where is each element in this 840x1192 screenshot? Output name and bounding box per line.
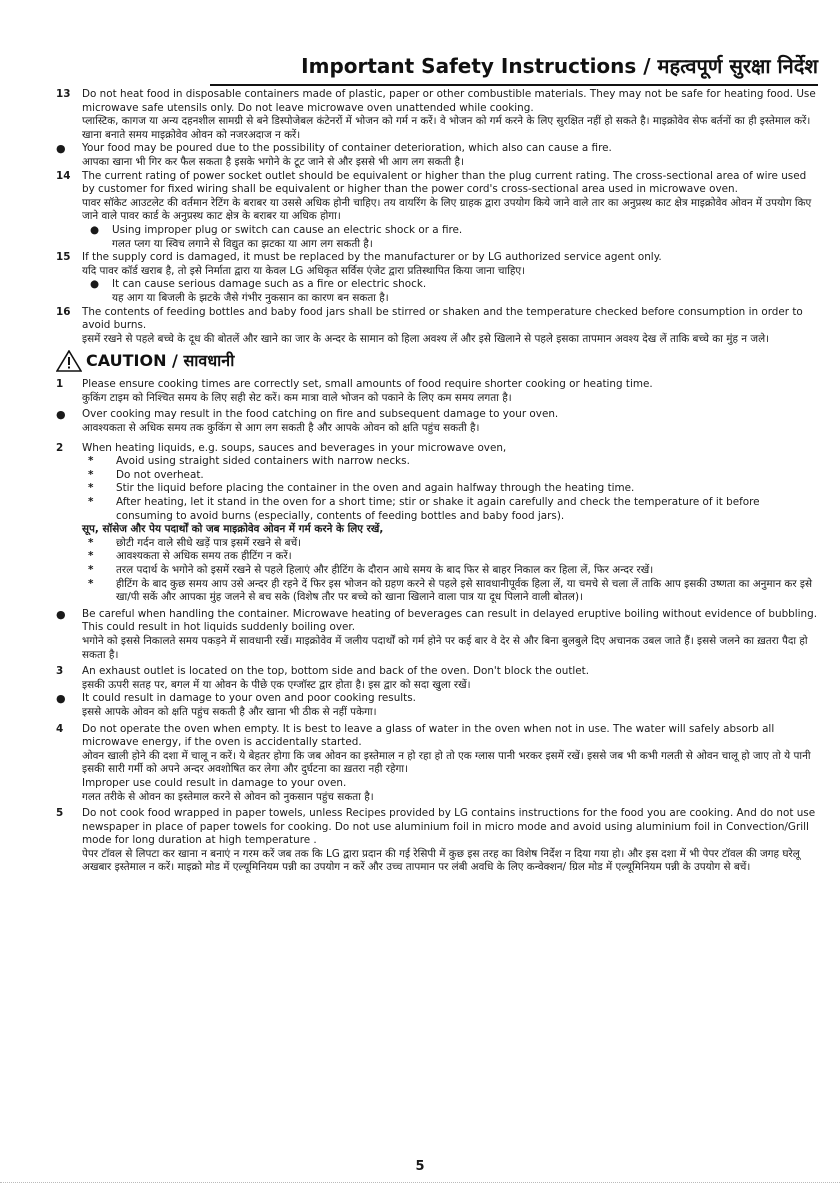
item-number: 13: [56, 88, 71, 100]
item-number: 1: [56, 378, 64, 391]
item-number: 14: [56, 169, 71, 182]
liquid-tip: * Stir the liquid before placing the container in the oven and again halfway through the heating time.: [88, 482, 635, 495]
item-number: 2: [56, 441, 64, 454]
sub-note-en: Using improper plug or switch can cause an electric shock or a fire.: [112, 223, 463, 236]
caution-text-hi: पेपर टॉवल से लिपटा कर खाना न बनाएं न गरम करें जब तक कि LG द्वारा प्रदान की गई रेसिपी में कुछ इस तरह का विशेष निर्देश न दिया गया हो। और इस दशा में भी पेपर टॉवल की जगह घरेलू अखबार इस्तेमाल न करें। माइक्रो मोड में एल्यूमिनियम पन्नी का उपयोग न करें और उच्च तापमान पर लंबी अवधि के लिए कन्वेक्शन/ ग्रिल मोड में एल्यूमिनियम पन्नी के उपयोग से बचें।: [82, 847, 800, 874]
note-text-en: Over cooking may result in the food catching on fire and subsequent damage to your oven.: [82, 408, 559, 421]
sub-note-hi: गलत प्लग या स्विच लगाने से विद्युत का झटका या आग लग सकती है।: [112, 237, 373, 250]
note-text-hi: आपका खाना भी गिर कर फैल सकता है इसके भगोने के टूट जाने से और इससे भी आग लग सकती है।: [82, 155, 464, 168]
caution-1: [56, 378, 818, 405]
item-number: 16: [56, 305, 71, 318]
caution-text-en: When heating liquids, e.g. soups, sauces and beverages in your microwave oven,: [82, 441, 507, 454]
caution-text-en-2: Improper use could result in damage to your oven.: [82, 776, 347, 789]
note-text-en: Your food may be poured due to the possibility of container deterioration, which also can cause a fire.: [82, 142, 612, 155]
liquid-tip: * Avoid using straight sided containers with narrow necks.: [88, 455, 410, 468]
instruction-text-hi: पावर सॉकेट आउटलेट की वर्तमान रेटिंग के बराबर या उससे अधिक होनी चाहिए। तय वायरिंग के लिए ग्राहक द्वारा उपयोग किये जाने वाले तार का अनुप्रस्थ काट क्षेत्र माइक्रोवेव ओवन में उपयोग किए जाने वाले पावर कार्ड के अनुप्रस्थ काट क्षेत्र के बराबर या अधिक होगा।: [82, 196, 812, 223]
note-text-hi: भगोने को इससे निकालते समय पकड़ने में सावधानी रखें। माइक्रोवेव में जलीय पदार्थों को गर्म होने पर कई बार वे देर से और बिना बुलबुले दिए अचानक उबल जाते हैं। इससे जलने का ख़तरा पैदा हो सकता है।: [82, 634, 808, 661]
caution-3-note: [56, 692, 818, 719]
instruction-14: [56, 170, 818, 252]
asterisk-icon: *: [88, 455, 94, 468]
liquid-tip-hi: * तरल पदार्थ के भगोने को इसमें रखने से पहले हिलाएं और हीटिंग के दौरान आधे समय के बाद फिर से बाहर निकाल कर हिला लें, फिर अन्दर रखें।: [88, 564, 654, 576]
instruction-text-hi: इसमें रखने से पहले बच्चे के दूध की बोतलें और खाने का जार के अन्दर के सामान को हिला अवश्य लें और इसे खिलाने से पहले इसका तापमान अवश्य देख लें ताकि बच्चे का मुंह न जले।: [82, 332, 770, 345]
caution-text-hi: इसकी ऊपरी सतह पर, बगल में या ओवन के पीछे एक एग्जॉस्ट द्वार होता है। इस द्वार को सदा खुला रखें।: [82, 678, 471, 691]
page-number: 5: [415, 1159, 425, 1174]
asterisk-icon: *: [88, 564, 94, 576]
asterisk-icon: *: [88, 550, 94, 563]
note-text-hi: आवश्यकता से अधिक समय तक कुकिंग से आग लग सकती है और आपके ओवन को क्षति पहुंच सकती है।: [82, 422, 480, 435]
caution-text-hi-2: गलत तरीके से ओवन का इस्तेमाल करने से ओवन को नुकसान पहुंच सकता है।: [82, 790, 374, 803]
bullet-icon: ●: [90, 223, 100, 236]
instructions-body: [56, 88, 818, 875]
caution-text-hi: ओवन खाली होने की दशा में चालू न करें। ये बेहतर होगा कि जब ओवन का इस्तेमाल न हो रहा हो तो एक ग्लास पानी भरकर इसमें रखें। इससे जब भी कभी गलती से ओवन चालू हो जाए तो ये पानी इसकी सारी गर्मी को अपने अन्दर अवशोषित कर लेगा और दुर्घटना का ख़तरा नही रहेगा।: [82, 749, 811, 776]
warning-triangle-icon: [56, 350, 82, 372]
sub-note-en: It can cause serious damage such as a fire or electric shock.: [112, 278, 427, 291]
bullet-icon: ●: [56, 692, 66, 706]
note-text-en: Be careful when handling the container. Microwave heating of beverages can result in delayed eruptive boiling without evidence of bubbling. This could result in hot liquids suddenly boiling over.: [82, 607, 818, 634]
caution-3: [56, 665, 818, 692]
page-title: Important Safety Instructions / महत्वपूर्ण सुरक्षा निर्देश: [301, 54, 818, 78]
caution-text-en: Do not cook food wrapped in paper towels, unless Recipes provided by LG contains instructions for the food you are cooking. And do not use newspaper in place of paper towels for cooking. Do not use aluminium foil in micro mode and avoid using aluminium foil in Convection/Grill mode for long duration at high temperature .: [82, 807, 816, 847]
caution-1-note: [56, 408, 818, 435]
caution-label: CAUTION / सावधानी: [86, 351, 235, 371]
asterisk-icon: *: [88, 536, 94, 549]
item-number: 15: [56, 251, 71, 264]
note-text-hi: इससे आपके ओवन को क्षति पहुंच सकती है और खाना भी ठीक से नहीं पकेगा।: [82, 705, 377, 718]
asterisk-icon: *: [88, 577, 94, 590]
caution-text-en: An exhaust outlet is located on the top, bottom side and back of the oven. Don't block the outlet.: [82, 665, 590, 678]
caution-text-en: Please ensure cooking times are correctly set, small amounts of food require shorter cooking or heating time.: [82, 378, 653, 391]
instruction-13: [56, 88, 818, 142]
caution-5: [56, 807, 818, 875]
instruction-13-note: [56, 142, 818, 169]
caution-heading: [56, 350, 818, 372]
page-bottom-divider: [0, 1182, 840, 1183]
liquid-tip-hi: * छोटी गर्दन वाले सीधे खड़ें पात्र इसमें रखने से बचें।: [88, 536, 302, 549]
caution-text-hi: कुकिंग टाइम को निश्चित समय के लिए सही सेट करें। कम मात्रा वाले भोजन को पकाने के लिए कम समय लगता है।: [82, 391, 512, 404]
bullet-icon: ●: [56, 408, 66, 422]
caution-2-note: [56, 608, 818, 662]
instruction-text-en: Do not heat food in disposable containers made of plastic, paper or other combustible materials. They may not be safe for heating food. Use microwave safe utensils only. Do not leave microwave oven unattended while cooking.: [82, 88, 816, 114]
liquid-tip: * Do not overheat.: [88, 468, 204, 481]
caution-2: [56, 442, 818, 605]
instruction-16: [56, 306, 818, 347]
instruction-text-en: If the supply cord is damaged, it must be replaced by the manufacturer or by LG authorized service agent only.: [82, 251, 662, 264]
instruction-text-en: The current rating of power socket outlet should be equivalent or higher than the plug current rating. The cross-sectional area of wire used by customer for fixed wiring shall be equivalent or higher than the power cord's cross-sectional area used in microwave oven.: [82, 169, 807, 196]
item-number: 3: [56, 665, 64, 678]
sub-note-hi: यह आग या बिजली के झटके जैसे गंभीर नुकसान का कारण बन सकता है।: [112, 291, 389, 304]
instruction-text-hi: यदि पावर कॉर्ड खराब है, तो इसे निर्माता द्वारा या केवल LG अधिकृत सर्विस एंजेट द्वारा प्रतिस्थापित किया जाना चाहिए।: [82, 264, 526, 277]
instruction-text-en: The contents of feeding bottles and baby food jars shall be stirred or shaken and the temperature checked before consumption in order to avoid burns.: [82, 305, 803, 332]
asterisk-icon: *: [88, 496, 94, 509]
caution-text-hi-heading: सूप, सॉसेज और पेय पदार्थों को जब माइक्रोवेव ओवन में गर्म करने के लिए रखें,: [82, 523, 384, 536]
asterisk-icon: *: [88, 468, 94, 481]
title-underline: [210, 84, 818, 86]
bullet-icon: ●: [90, 278, 100, 291]
liquid-tip-hi: * आवश्यकता से अधिक समय तक हीटिंग न करें।: [88, 550, 292, 563]
asterisk-icon: *: [88, 482, 94, 495]
instruction-text-hi: प्लास्टिक, कागज या अन्य दहनशील सामग्री से बने डिस्पोजेबल कंटेनरों में भोजन को गर्म न करें। वे भोजन को गर्म करने के लिए सुरक्षित नहीं हो सकते है। माइक्रोवेव सेफ बर्तनों का ही इस्तेमाल करें। खाना बनाते समय माइक्रोवेव ओवन को नजरअदाज न करें।: [82, 115, 811, 141]
caution-4: [56, 723, 818, 805]
instruction-15: [56, 251, 818, 305]
liquid-tip: * After heating, let it stand in the oven for a short time; stir or shake it again carefully and check the temperature of it before consuming to avoid burns (especially, contents of feeding bottles and baby food jars).: [88, 496, 760, 522]
item-number: 4: [56, 722, 64, 735]
bullet-icon: ●: [56, 142, 66, 156]
caution-text-en: Do not operate the oven when empty. It is best to leave a glass of water in the oven when not in use. The water will safely absorb all microwave energy, if the oven is accidentally started.: [82, 722, 775, 749]
liquid-tip-hi: * हीटिंग के बाद कुछ समय आप उसे अन्दर ही रहने दें फिर इस भोजन को ग्रहण करने से पहले इसे सावधानीपूर्वक हिला लें, या चमचे से चला लें ताकि आप इसकी उष्णता का अनुमान कर इसे खा/पी सकें और आपका मुंह जलने से बच सके (विशेष तौर पर बच्चे को खाना खिलाने वाला पात्र या दूध पिलाने वाली बोतल)।: [88, 577, 813, 604]
sub-note: [82, 224, 818, 251]
bullet-icon: ●: [56, 607, 66, 621]
item-number: 5: [56, 807, 64, 820]
sub-note: [82, 278, 818, 305]
note-text-en: It could result in damage to your oven and poor cooking results.: [82, 692, 416, 705]
